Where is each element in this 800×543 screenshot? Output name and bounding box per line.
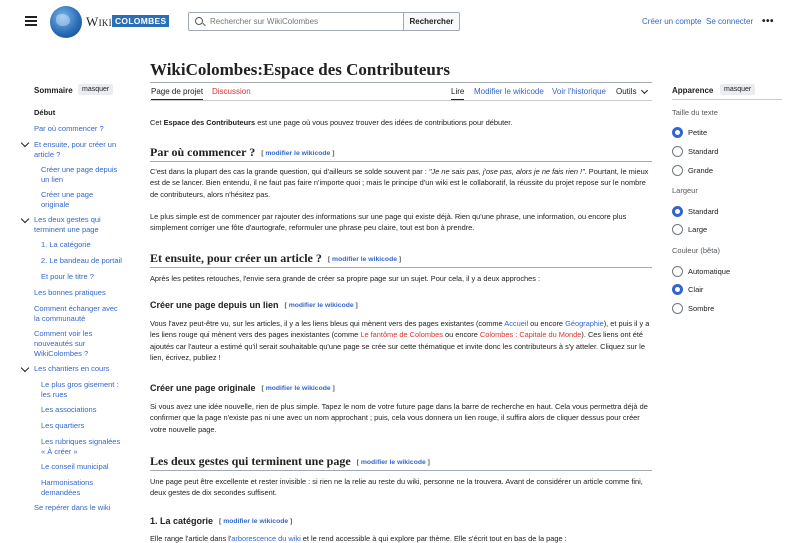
subsection-heading bbox=[150, 383, 335, 393]
toc-expand-chevron-icon[interactable] bbox=[21, 139, 29, 147]
toc-hide-button[interactable]: masquer bbox=[78, 84, 113, 95]
toc-item[interactable]: originale bbox=[41, 200, 70, 209]
intro-text-post: est une page où vous pouvez trouver des idées de contributions pour débuter. bbox=[255, 118, 513, 127]
paragraph: Une page peut être excellente et rester invisible : si rien ne la relie au reste du wiki, personne ne la trouvera. Avant de considérer un article comme fini, deux gestes de dix secondes suffisent. bbox=[150, 477, 643, 498]
redlink-fantome[interactable]: Le fantôme de Colombes bbox=[360, 330, 443, 340]
subsection-title: 1. La catégorie bbox=[150, 516, 214, 526]
link-accueil[interactable]: Accueil bbox=[504, 319, 529, 328]
section-heading bbox=[150, 145, 334, 160]
toc-item[interactable]: un lien bbox=[41, 175, 64, 184]
toc-item[interactable]: Par où commencer ? bbox=[34, 124, 104, 133]
radio-label: Standard bbox=[688, 147, 719, 156]
para-text: Elle range l'article dans l' bbox=[150, 534, 232, 543]
section-divider bbox=[150, 470, 652, 471]
site-wordmark[interactable] bbox=[86, 14, 169, 30]
tab-history[interactable]: Voir l'historique bbox=[552, 87, 606, 96]
radio-text-size-large[interactable] bbox=[672, 165, 683, 176]
radio-width-standard[interactable] bbox=[672, 206, 683, 217]
toc-item[interactable]: Les quartiers bbox=[41, 421, 85, 430]
wordmark-wiki: Wiki bbox=[86, 14, 112, 29]
toc-item[interactable]: Créer une page bbox=[41, 190, 94, 199]
more-options-icon[interactable]: ••• bbox=[762, 16, 775, 27]
toc-item[interactable]: Les rubriques signalées bbox=[41, 437, 121, 446]
width-label: Largeur bbox=[672, 186, 698, 195]
intro-bold: Espace des Contributeurs bbox=[163, 118, 256, 127]
toc-item[interactable]: Comment voir les bbox=[34, 329, 93, 338]
toc-item[interactable]: Et pour le titre ? bbox=[41, 272, 94, 281]
para-text: ou encore bbox=[442, 330, 480, 340]
paragraph: Le plus simple est de commencer par rajouter des informations sur une page qui existe déjà. Rien qu'une phrase, une information, ou encore plus simplement corriger une fôte d'aurtografe, reformuler une phrase peu claire, tout est bon à prendre. bbox=[150, 212, 627, 233]
edit-section-link[interactable]: modifier le wikicode bbox=[332, 256, 397, 263]
toc-item[interactable]: article ? bbox=[34, 150, 61, 159]
para-text: . Pourtant, le mieux est de se lancer. Bien entendu, il ne faut pas faire n'importe quoi ; mais le principe d'un wiki est le collaboratif, la réussite du projet repose sur le nombre de contributeurs, alors n'hésitez pas. bbox=[150, 167, 649, 199]
toc-item[interactable]: Le plus gros gisement : bbox=[41, 380, 119, 389]
appearance-divider bbox=[672, 99, 782, 100]
radio-text-size-small[interactable] bbox=[672, 127, 683, 138]
site-logo-icon[interactable] bbox=[50, 6, 82, 38]
link-geographie[interactable]: Géographie bbox=[565, 319, 604, 328]
tab-edit-wikicode[interactable]: Modifier le wikicode bbox=[474, 87, 544, 96]
intro-text-pre: Cet bbox=[150, 118, 164, 127]
radio-label: Petite bbox=[688, 128, 708, 137]
quote-text: "Je ne sais pas, j'ose pas, alors je ne fais rien !" bbox=[428, 167, 585, 176]
toc-item[interactable]: Les associations bbox=[41, 405, 97, 414]
toc-item[interactable]: « À créer » bbox=[41, 447, 78, 456]
radio-label: Large bbox=[688, 225, 708, 234]
paragraph bbox=[150, 166, 652, 200]
login-link[interactable]: Se connecter bbox=[706, 17, 754, 26]
radio-width-large[interactable] bbox=[672, 224, 683, 235]
section-edit: [ modifier le wikicode ] bbox=[356, 459, 430, 466]
intro-paragraph bbox=[150, 117, 652, 128]
color-label: Couleur (bêta) bbox=[672, 246, 720, 255]
subsection-title: Créer une page depuis un lien bbox=[150, 300, 279, 310]
toc-item[interactable]: Se repérer dans le wiki bbox=[34, 503, 111, 512]
toc-item[interactable]: 2. Le bandeau de portail bbox=[41, 256, 122, 265]
appearance-title: Apparence bbox=[672, 86, 714, 95]
toc-item[interactable]: 1. La catégorie bbox=[41, 240, 91, 249]
paragraph: Si vous avez une idée nouvelle, rien de plus simple. Tapez le nom de votre future page dans la barre de recherche en haut. Cela vous permettra déjà de confirmer que la page n'existe pas ni une avec un nom approchant ; puis, cela vous donnera un lien rouge, il suffira alors de cliquer dessus pour créer votre nouvelle page. bbox=[150, 402, 648, 434]
para-text: ). Ces liens ont été ajoutés car l'auteur a estimé qu'il serait souhaitable qu'une page se crée sur cette thématique et invite donc les contributeurs à s'y atteler. Cliquez sur le lien, écrivez, publiez ! bbox=[150, 330, 645, 363]
section-title: Et ensuite, pour créer un article ? bbox=[150, 251, 322, 265]
edit-section-link[interactable]: modifier le wikicode bbox=[265, 150, 331, 157]
toc-item[interactable]: Le conseil municipal bbox=[41, 462, 109, 471]
radio-label: Automatique bbox=[688, 267, 731, 276]
section-edit: [ modifier le wikicode ] bbox=[327, 256, 402, 263]
toc-expand-chevron-icon[interactable] bbox=[21, 215, 29, 223]
search-button[interactable]: Rechercher bbox=[404, 12, 460, 31]
radio-label: Standard bbox=[688, 207, 719, 216]
section-heading bbox=[150, 454, 430, 469]
section-edit: [ modifier le wikicode ] bbox=[284, 302, 358, 309]
toc-item[interactable]: Les bonnes pratiques bbox=[34, 288, 106, 297]
section-divider bbox=[150, 161, 652, 162]
text-size-label: Taille du texte bbox=[672, 108, 718, 117]
para-text: C'est dans la plupart des cas la grande question, qui d'ailleurs se solde souvent par : bbox=[150, 167, 429, 176]
para-text: ), et puis il y a les liens rouge qui mènent vers des pages inexistantes (comme bbox=[150, 319, 650, 340]
edit-section-link[interactable]: modifier le wikicode bbox=[265, 385, 331, 392]
toc-item[interactable]: nouveautés sur bbox=[34, 339, 86, 348]
section-heading bbox=[150, 251, 401, 266]
para-text: et le rend accessible à qui explore par thème. Elle s'écrit tout en bas de la page : bbox=[300, 534, 567, 543]
subsection-heading bbox=[150, 300, 358, 310]
toc-item[interactable]: Comment échanger avec bbox=[34, 304, 118, 313]
appearance-hide-button[interactable]: masquer bbox=[720, 84, 755, 95]
subsection-title: Créer une page originale bbox=[150, 383, 256, 393]
toc-item[interactable]: Et ensuite, pour créer un bbox=[34, 140, 117, 149]
section-edit: [ modifier le wikicode ] bbox=[261, 385, 335, 392]
toc-item[interactable]: terminent une page bbox=[34, 225, 99, 234]
search-icon bbox=[195, 17, 203, 25]
edit-section-link[interactable]: modifier le wikicode bbox=[360, 459, 426, 466]
tab-project-page[interactable]: Page de projet bbox=[151, 87, 204, 96]
tools-menu[interactable]: Outils bbox=[616, 87, 637, 96]
paragraph bbox=[150, 533, 652, 543]
main-menu-icon[interactable] bbox=[25, 16, 37, 26]
section-title: Par où commencer ? bbox=[150, 145, 256, 159]
section-edit: [ modifier le wikicode ] bbox=[261, 150, 335, 157]
chevron-down-icon[interactable] bbox=[641, 87, 648, 94]
radio-color-auto[interactable] bbox=[672, 266, 683, 277]
edit-section-link[interactable]: modifier le wikicode bbox=[288, 302, 354, 309]
radio-label: Sombre bbox=[688, 304, 715, 313]
radio-label: Grande bbox=[688, 166, 714, 175]
paragraph: Après les petites retouches, l'envie sera grande de créer sa propre page sur un sujet. Pour cela, il y a deux approches : bbox=[150, 274, 541, 283]
search-input[interactable] bbox=[188, 12, 404, 31]
subsection-heading bbox=[150, 516, 292, 526]
para-text: ou encore bbox=[528, 319, 566, 328]
para-text: Vous l'avez peut-être vu, sur les articles, il y a les liens bleus qui mènent vers des pages existantes (comme bbox=[150, 319, 505, 328]
toc-expand-chevron-icon[interactable] bbox=[21, 364, 29, 372]
toc-item[interactable]: Harmonisations bbox=[41, 478, 94, 487]
page-title: WikiColombes:Espace des Contributeurs bbox=[150, 60, 451, 79]
redlink-capitale[interactable]: Colombes : Capitale du Monde bbox=[479, 330, 582, 340]
toc-title: Sommaire bbox=[34, 86, 73, 95]
toc-item[interactable]: la communauté bbox=[34, 314, 86, 323]
toc-item[interactable]: Créer une page depuis bbox=[41, 165, 118, 174]
title-divider bbox=[150, 82, 652, 83]
search-placeholder: Rechercher sur WikiColombes bbox=[210, 17, 319, 26]
section-divider bbox=[150, 267, 652, 268]
link-arborescence[interactable]: arborescence du wiki bbox=[231, 534, 301, 543]
tab-read[interactable]: Lire bbox=[451, 87, 465, 96]
radio-color-light[interactable] bbox=[672, 284, 683, 295]
tabs-divider bbox=[150, 100, 652, 101]
radio-label: Clair bbox=[688, 285, 704, 294]
toc-item[interactable]: Les chantiers en cours bbox=[34, 364, 110, 373]
toc-item[interactable]: Début bbox=[34, 108, 56, 117]
section-edit: [ modifier le wikicode ] bbox=[219, 518, 293, 525]
create-account-link[interactable]: Créer un compte bbox=[642, 17, 702, 26]
site-header bbox=[0, 0, 800, 44]
toc-item[interactable]: les rues bbox=[41, 390, 68, 399]
wordmark-colombes: COLOMBES bbox=[112, 15, 170, 27]
section-title: Les deux gestes qui terminent une page bbox=[150, 454, 351, 468]
radio-text-size-standard[interactable] bbox=[672, 146, 683, 157]
toc-item[interactable]: Les deux gestes qui bbox=[34, 215, 101, 224]
paragraph bbox=[150, 318, 652, 364]
toc-item[interactable]: demandées bbox=[41, 488, 81, 497]
toc-item[interactable]: WikiColombes ? bbox=[34, 349, 89, 358]
radio-color-dark[interactable] bbox=[672, 303, 683, 314]
tab-discussion[interactable]: Discussion bbox=[212, 87, 251, 96]
edit-section-link[interactable]: modifier le wikicode bbox=[223, 518, 289, 525]
